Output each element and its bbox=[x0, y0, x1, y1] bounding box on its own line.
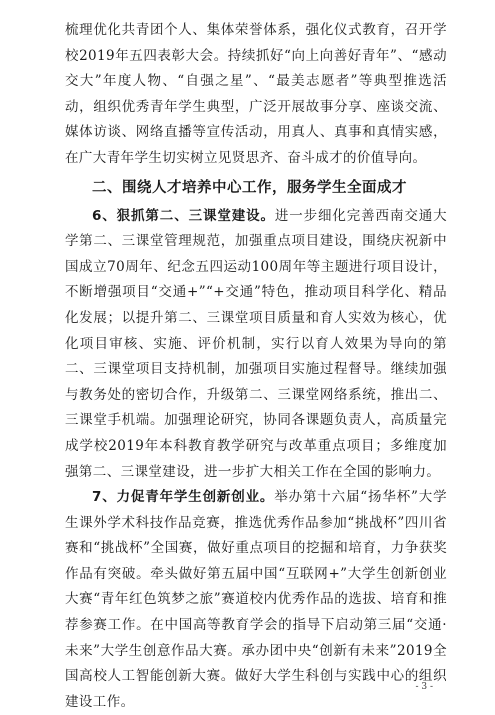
paragraph-item-7 bbox=[65, 485, 447, 715]
section-heading: 二、围绕人才培养中心工作，服务学生全面成才 bbox=[92, 179, 407, 196]
paragraph-item-6 bbox=[65, 204, 447, 486]
item-6-lead: 6、狠抓第二、三课堂建设。 bbox=[92, 207, 275, 224]
item-7-body: 举办第十六届“扬华杯”大学生课外学术科技作品竞赛，推选优秀作品参加“挑战杯”四川省赛和“挑战杯”全国赛，做好重点项目的挖掘和培育，力争获奖作品有突破。牵头做好第五届中国“互联网+”大学生创新创业大赛“青年红色筑梦之旅”赛道校内优秀作品的选拔、培育和推荐参赛工作。在中国高等教育学会的指导下启动第三届“交通·未来”大学生创意作品大赛。承办团中央“创新有未来”2019全国高校人工智能创新大赛。做好大学生科创与实践中心的组织建设工作。 bbox=[65, 489, 447, 710]
item-6-body: 进一步细化完善西南交通大学第二、三课堂管理规范，加强重点项目建设，围绕庆祝新中国成立70周年、纪念五四运动100周年等主题进行项目设计，不断增强项目“交通+”“+交通”特色，推动项目科学化、精品化发展；以提升第二、三课堂项目质量和育人实效为核心，优化项目审核、实施、评价机制，实行以育人效果为导向的第二、三课堂项目支持机制，加强项目实施过程督导。继续加强与教务处的密切合作，升级第二、三课堂网络系统，推出二、三课堂手机端。加强理论研究，协同各课题负责人，高质量完成学校2019年本科教育教学研究与改革重点项目；多维度加强第二、三课堂建设，进一步扩大相关工作在全国的影响力。 bbox=[65, 207, 447, 480]
page-number: - 3 - bbox=[415, 682, 433, 692]
paragraph-continuation: 梳理优化共青团个人、集体荣誉体系，强化仪式教育，召开学校2019年五四表彰大会。持续抓好“向上向善好青年”、“感动交大”年度人物、“自强之星”、“最美志愿者”等典型推选活动，组织优秀青年学生典型，广泛开展故事分享、座谈交流、媒体访谈、网络直播等宣传活动，用真人、真事和真情实感，在广大青年学生切实树立见贤思齐、奋斗成才的价值导向。 bbox=[65, 22, 447, 166]
item-7-lead: 7、力促青年学生创新创业。 bbox=[92, 489, 275, 506]
